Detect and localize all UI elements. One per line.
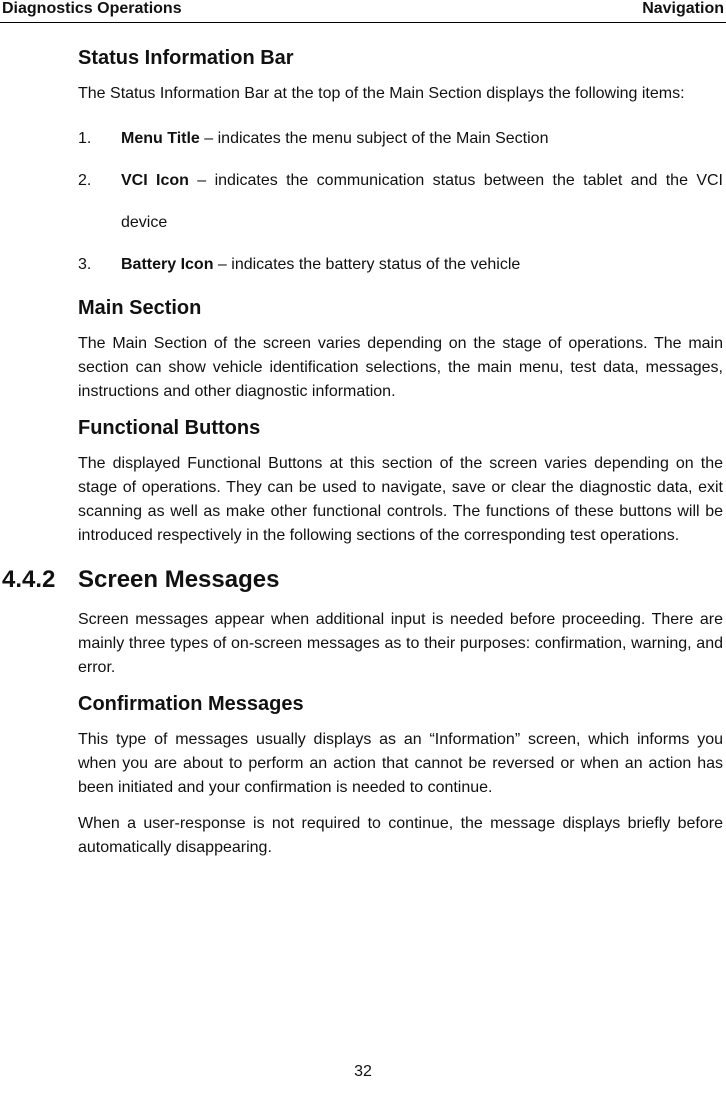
- status-bar-heading: Status Information Bar: [78, 47, 294, 69]
- list-item-term: Battery Icon: [121, 256, 214, 273]
- main-section-heading: Main Section: [78, 297, 202, 319]
- list-item-term: VCI Icon: [121, 172, 189, 189]
- header-section-title: Navigation: [642, 0, 724, 17]
- list-item: [78, 244, 723, 286]
- list-item-description: – indicates the menu subject of the Main Section: [199, 130, 549, 147]
- section-title: Screen Messages: [78, 566, 280, 593]
- list-item-term: Menu Title: [121, 130, 200, 147]
- page-number: 32: [354, 1063, 372, 1080]
- functional-buttons-body: The displayed Functional Buttons at this section of the screen varies depending on the stage of operations. They can be used to navigate, save or clear the diagnostic data, exit scanning as well as make other functional controls. The functions of these buttons will be introduced respectively in the following sections of the corresponding test operations.: [78, 455, 723, 544]
- section-heading-screen-messages: [0, 566, 723, 594]
- confirmation-messages-note: When a user-response is not required to continue, the message displays briefly before automatically disappearing.: [78, 815, 723, 856]
- list-item: [78, 118, 723, 160]
- status-bar-item-list: [78, 118, 723, 286]
- document-body: [2, 46, 723, 872]
- header-chapter-title: Diagnostics Operations: [2, 0, 182, 17]
- page-header: [0, 0, 726, 23]
- list-item: [78, 160, 723, 244]
- status-bar-intro: The Status Information Bar at the top of the Main Section displays the following items:: [78, 85, 685, 102]
- confirmation-messages-body: This type of messages usually displays as an “Information” screen, which informs you when you are about to perform an action that cannot be reversed or when an action has been initiated and your confirmation is needed to continue.: [78, 731, 723, 796]
- list-item-description: – indicates the battery status of the vehicle: [213, 256, 521, 273]
- list-item-number: 2.: [78, 172, 92, 189]
- section-number: 4.4.2: [2, 566, 56, 593]
- list-item-number: 1.: [78, 130, 92, 147]
- list-item-number: 3.: [78, 256, 92, 273]
- screen-messages-body: Screen messages appear when additional input is needed before proceeding. There are mainly three types of on-screen messages as to their purposes: confirmation, warning, and error.: [78, 611, 723, 676]
- confirmation-messages-heading: Confirmation Messages: [78, 693, 304, 715]
- functional-buttons-heading: Functional Buttons: [78, 417, 261, 439]
- list-item-description: – indicates the communication status between the tablet and the VCI device: [121, 172, 723, 231]
- main-section-body: The Main Section of the screen varies depending on the stage of operations. The main section can show vehicle identification selections, the main menu, test data, messages, instructions and other diagnostic information.: [78, 335, 723, 400]
